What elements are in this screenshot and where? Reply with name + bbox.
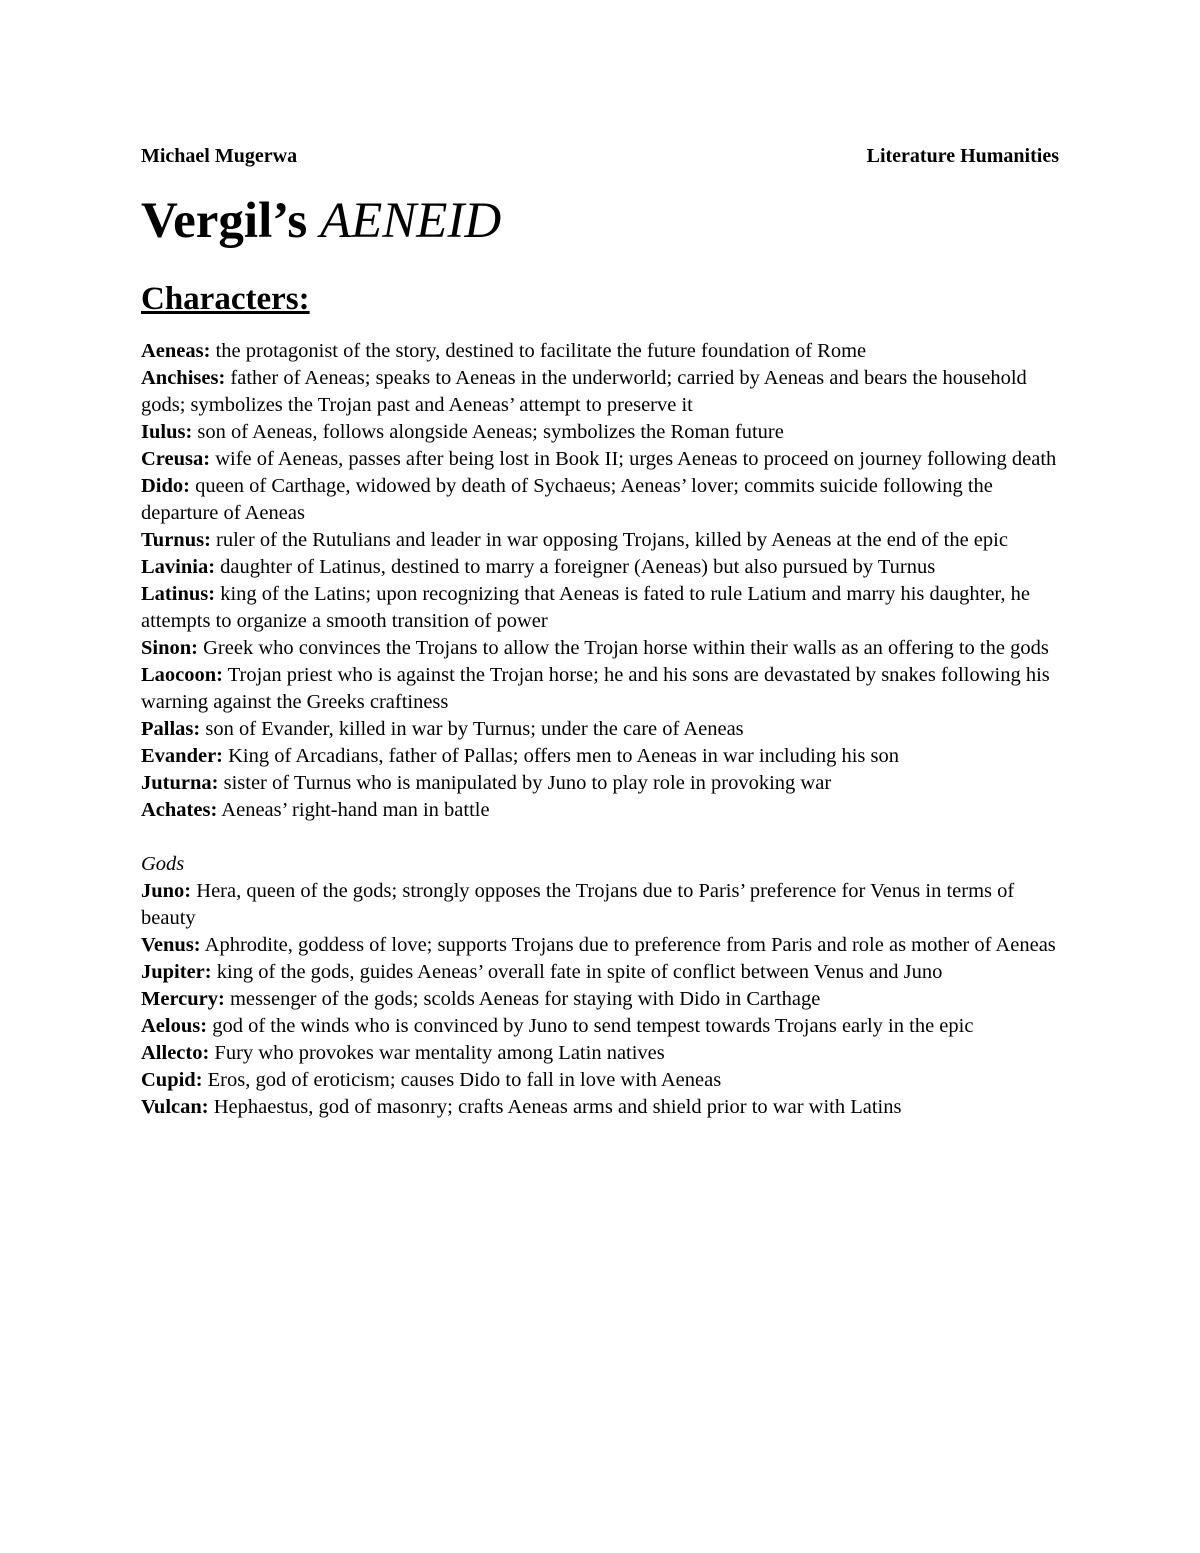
character-entry (141, 419, 1059, 446)
entry-name: Allecto: (141, 1042, 210, 1064)
character-entry (141, 527, 1059, 554)
entry-description: Aeneas’ right-hand man in battle (217, 799, 490, 821)
entry-description: the protagonist of the story, destined to facilitate the future foundation of Rome (210, 340, 867, 362)
author-name: Michael Mugerwa (141, 145, 298, 167)
character-entry (141, 446, 1059, 473)
entry-description: sister of Turnus who is manipulated by Juno to play role in provoking war (218, 772, 832, 794)
entry-description: ruler of the Rutulians and leader in war opposing Trojans, killed by Aeneas at the end of the epic (210, 529, 1008, 551)
character-entry (141, 554, 1059, 581)
entry-description: Aphrodite, goddess of love; supports Trojans due to preference from Paris and role as mother of Aeneas (200, 934, 1056, 956)
entry-name: Anchises: (141, 367, 226, 389)
entry-name: Turnus: (141, 529, 211, 551)
characters-heading: Characters: (141, 281, 310, 317)
character-entry (141, 581, 1059, 635)
entry-name: Aeneas: (141, 340, 211, 362)
page-header (141, 140, 1059, 172)
god-entry (141, 986, 1059, 1013)
character-entry (141, 635, 1059, 662)
entry-name: Laocoon: (141, 664, 223, 686)
god-entry (141, 959, 1059, 986)
god-entry (141, 878, 1059, 932)
entry-description: Greek who convinces the Trojans to allow the Trojan horse within their walls as an offering to the gods (197, 637, 1049, 659)
document-title (141, 186, 1059, 256)
character-entry (141, 473, 1059, 527)
entry-name: Creusa: (141, 448, 211, 470)
entry-name: Juturna: (141, 772, 219, 794)
entry-name: Mercury: (141, 988, 225, 1010)
entry-name: Jupiter: (141, 961, 212, 983)
entry-name: Vulcan: (141, 1096, 209, 1118)
title-prefix: Vergil’s (141, 193, 320, 249)
entry-description: messenger of the gods; scolds Aeneas for staying with Dido in Carthage (224, 988, 821, 1010)
entry-description: daughter of Latinus, destined to marry a foreigner (Aeneas) but also pursued by Turnus (215, 556, 936, 578)
character-entry (141, 338, 1059, 365)
character-entry (141, 662, 1059, 716)
entry-name: Achates: (141, 799, 218, 821)
entry-description: son of Evander, killed in war by Turnus; under the care of Aeneas (200, 718, 744, 740)
entry-name: Juno: (141, 880, 192, 902)
gods-heading: Gods (141, 853, 185, 875)
course-name: Literature Humanities (866, 145, 1059, 167)
entry-description: queen of Carthage, widowed by death of Sychaeus; Aeneas’ lover; commits suicide following the departure of Aeneas (141, 475, 993, 524)
entry-description: Hera, queen of the gods; strongly opposes the Trojans due to Paris’ preference for Venus in terms of beauty (141, 880, 1015, 929)
entry-description: Fury who provokes war mentality among Latin natives (209, 1042, 665, 1064)
god-entry (141, 1067, 1059, 1094)
character-entry (141, 743, 1059, 770)
entry-description: King of Arcadians, father of Pallas; offers men to Aeneas in war including his son (223, 745, 899, 767)
characters-list (141, 338, 1059, 824)
character-entry (141, 770, 1059, 797)
entry-description: son of Aeneas, follows alongside Aeneas; symbolizes the Roman future (192, 421, 784, 443)
god-entry (141, 1040, 1059, 1067)
entry-name: Sinon: (141, 637, 198, 659)
entry-description: Trojan priest who is against the Trojan horse; he and his sons are devastated by snakes following his warning against the Greeks craftiness (141, 664, 1050, 713)
entry-description: king of the gods, guides Aeneas’ overall fate in spite of conflict between Venus and Juno (211, 961, 943, 983)
entry-name: Latinus: (141, 583, 216, 605)
entry-name: Iulus: (141, 421, 193, 443)
entry-name: Evander: (141, 745, 223, 767)
entry-description: wife of Aeneas, passes after being lost in Book II; urges Aeneas to proceed on journey following death (210, 448, 1057, 470)
entry-name: Dido: (141, 475, 190, 497)
god-entry (141, 1094, 1059, 1121)
title-work: AENEID (319, 193, 502, 249)
entry-name: Pallas: (141, 718, 201, 740)
gods-list (141, 878, 1059, 1121)
entry-name: Cupid: (141, 1069, 203, 1091)
god-entry (141, 1013, 1059, 1040)
character-entry (141, 365, 1059, 419)
god-entry (141, 932, 1059, 959)
entry-name: Venus: (141, 934, 201, 956)
document-page (141, 140, 1059, 1121)
character-entry (141, 797, 1059, 824)
entry-description: god of the winds who is convinced by Juno to send tempest towards Trojans early in the epic (207, 1015, 974, 1037)
entry-description: Hephaestus, god of masonry; crafts Aeneas arms and shield prior to war with Latins (208, 1096, 902, 1118)
entry-name: Aelous: (141, 1015, 208, 1037)
entry-name: Lavinia: (141, 556, 216, 578)
entry-description: king of the Latins; upon recognizing that Aeneas is fated to rule Latium and marry his daughter, he attempts to organize a smooth transition of power (141, 583, 1031, 632)
character-entry (141, 716, 1059, 743)
entry-description: father of Aeneas; speaks to Aeneas in the underworld; carried by Aeneas and bears the household gods; symbolizes the Trojan past and Aeneas’ attempt to preserve it (141, 367, 1027, 416)
entry-description: Eros, god of eroticism; causes Dido to fall in love with Aeneas (202, 1069, 722, 1091)
